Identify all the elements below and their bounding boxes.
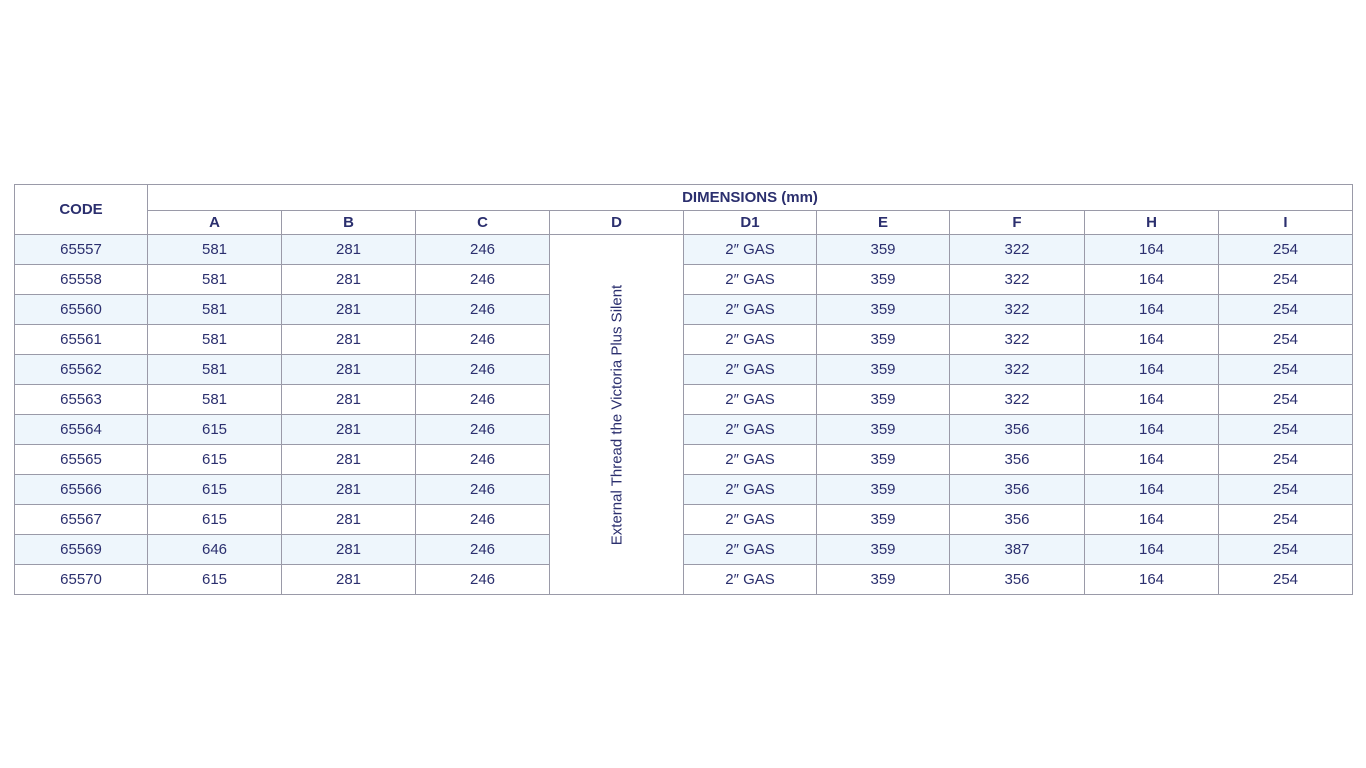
column-header-b: B	[282, 211, 416, 235]
cell-c: 246	[416, 565, 550, 595]
cell-h: 164	[1085, 355, 1219, 385]
cell-f: 322	[950, 385, 1085, 415]
cell-a: 581	[148, 355, 282, 385]
cell-e: 359	[817, 235, 950, 265]
cell-e: 359	[817, 385, 950, 415]
cell-d1: 2″ GAS	[684, 505, 817, 535]
cell-e: 359	[817, 565, 950, 595]
cell-d1: 2″ GAS	[684, 325, 817, 355]
cell-i: 254	[1219, 385, 1353, 415]
cell-c: 246	[416, 235, 550, 265]
cell-e: 359	[817, 535, 950, 565]
cell-i: 254	[1219, 235, 1353, 265]
cell-f: 322	[950, 295, 1085, 325]
cell-d1: 2″ GAS	[684, 355, 817, 385]
cell-e: 359	[817, 415, 950, 445]
cell-h: 164	[1085, 325, 1219, 355]
cell-b: 281	[282, 235, 416, 265]
table-row	[15, 295, 1353, 325]
cell-f: 356	[950, 415, 1085, 445]
cell-i: 254	[1219, 565, 1353, 595]
cell-i: 254	[1219, 265, 1353, 295]
cell-f: 387	[950, 535, 1085, 565]
cell-h: 164	[1085, 535, 1219, 565]
cell-a: 581	[148, 325, 282, 355]
cell-code: 65564	[15, 415, 148, 445]
cell-h: 164	[1085, 385, 1219, 415]
table-row	[15, 415, 1353, 445]
cell-b: 281	[282, 565, 416, 595]
cell-i: 254	[1219, 415, 1353, 445]
cell-c: 246	[416, 445, 550, 475]
cell-e: 359	[817, 505, 950, 535]
cell-c: 246	[416, 265, 550, 295]
table-row	[15, 355, 1353, 385]
table-row	[15, 265, 1353, 295]
d-column-vertical-text: External Thread the Victoria Plus Silent	[608, 284, 625, 545]
cell-h: 164	[1085, 235, 1219, 265]
column-header-d1: D1	[684, 211, 817, 235]
cell-b: 281	[282, 265, 416, 295]
column-header-a: A	[148, 211, 282, 235]
cell-i: 254	[1219, 445, 1353, 475]
table-row	[15, 325, 1353, 355]
cell-code: 65565	[15, 445, 148, 475]
cell-a: 581	[148, 265, 282, 295]
cell-b: 281	[282, 505, 416, 535]
dimensions-table	[14, 184, 1353, 595]
cell-a: 615	[148, 565, 282, 595]
cell-f: 322	[950, 265, 1085, 295]
cell-c: 246	[416, 505, 550, 535]
cell-d1: 2″ GAS	[684, 415, 817, 445]
cell-i: 254	[1219, 295, 1353, 325]
cell-d1: 2″ GAS	[684, 565, 817, 595]
cell-code: 65561	[15, 325, 148, 355]
cell-f: 322	[950, 355, 1085, 385]
cell-b: 281	[282, 475, 416, 505]
cell-b: 281	[282, 295, 416, 325]
cell-a: 615	[148, 445, 282, 475]
cell-e: 359	[817, 445, 950, 475]
cell-code: 65570	[15, 565, 148, 595]
cell-a: 581	[148, 385, 282, 415]
cell-f: 356	[950, 505, 1085, 535]
cell-code: 65567	[15, 505, 148, 535]
cell-i: 254	[1219, 355, 1353, 385]
cell-c: 246	[416, 535, 550, 565]
cell-c: 246	[416, 325, 550, 355]
cell-b: 281	[282, 355, 416, 385]
cell-d1: 2″ GAS	[684, 295, 817, 325]
cell-c: 246	[416, 295, 550, 325]
cell-h: 164	[1085, 505, 1219, 535]
code-header: CODE	[15, 185, 148, 235]
cell-b: 281	[282, 535, 416, 565]
cell-h: 164	[1085, 565, 1219, 595]
cell-a: 615	[148, 415, 282, 445]
cell-e: 359	[817, 355, 950, 385]
cell-c: 246	[416, 475, 550, 505]
table-row	[15, 505, 1353, 535]
cell-c: 246	[416, 385, 550, 415]
table-body	[15, 235, 1353, 595]
cell-h: 164	[1085, 475, 1219, 505]
cell-code: 65566	[15, 475, 148, 505]
cell-d1: 2″ GAS	[684, 445, 817, 475]
cell-i: 254	[1219, 535, 1353, 565]
cell-a: 615	[148, 475, 282, 505]
table-row	[15, 235, 1353, 265]
cell-a: 615	[148, 505, 282, 535]
cell-d1: 2″ GAS	[684, 265, 817, 295]
cell-e: 359	[817, 325, 950, 355]
cell-i: 254	[1219, 505, 1353, 535]
cell-d-merged	[550, 235, 684, 595]
cell-code: 65563	[15, 385, 148, 415]
cell-f: 322	[950, 325, 1085, 355]
cell-code: 65558	[15, 265, 148, 295]
column-header-e: E	[817, 211, 950, 235]
cell-i: 254	[1219, 475, 1353, 505]
cell-e: 359	[817, 295, 950, 325]
cell-b: 281	[282, 325, 416, 355]
cell-code: 65569	[15, 535, 148, 565]
cell-code: 65562	[15, 355, 148, 385]
cell-h: 164	[1085, 265, 1219, 295]
cell-h: 164	[1085, 415, 1219, 445]
cell-c: 246	[416, 355, 550, 385]
cell-f: 356	[950, 475, 1085, 505]
cell-e: 359	[817, 475, 950, 505]
dimensions-header: DIMENSIONS (mm)	[148, 185, 1353, 211]
column-header-h: H	[1085, 211, 1219, 235]
column-header-i: I	[1219, 211, 1353, 235]
cell-d1: 2″ GAS	[684, 385, 817, 415]
cell-a: 581	[148, 295, 282, 325]
table-row	[15, 565, 1353, 595]
table-row	[15, 445, 1353, 475]
cell-e: 359	[817, 265, 950, 295]
cell-i: 254	[1219, 325, 1353, 355]
cell-d1: 2″ GAS	[684, 235, 817, 265]
cell-f: 322	[950, 235, 1085, 265]
cell-d1: 2″ GAS	[684, 535, 817, 565]
column-header-f: F	[950, 211, 1085, 235]
table-row	[15, 535, 1353, 565]
cell-h: 164	[1085, 295, 1219, 325]
cell-a: 646	[148, 535, 282, 565]
cell-b: 281	[282, 445, 416, 475]
cell-code: 65557	[15, 235, 148, 265]
cell-b: 281	[282, 415, 416, 445]
cell-d1: 2″ GAS	[684, 475, 817, 505]
column-header-d: D	[550, 211, 684, 235]
cell-a: 581	[148, 235, 282, 265]
cell-code: 65560	[15, 295, 148, 325]
column-header-c: C	[416, 211, 550, 235]
cell-f: 356	[950, 445, 1085, 475]
cell-f: 356	[950, 565, 1085, 595]
cell-h: 164	[1085, 445, 1219, 475]
cell-c: 246	[416, 415, 550, 445]
table-row	[15, 475, 1353, 505]
table-row	[15, 385, 1353, 415]
cell-b: 281	[282, 385, 416, 415]
